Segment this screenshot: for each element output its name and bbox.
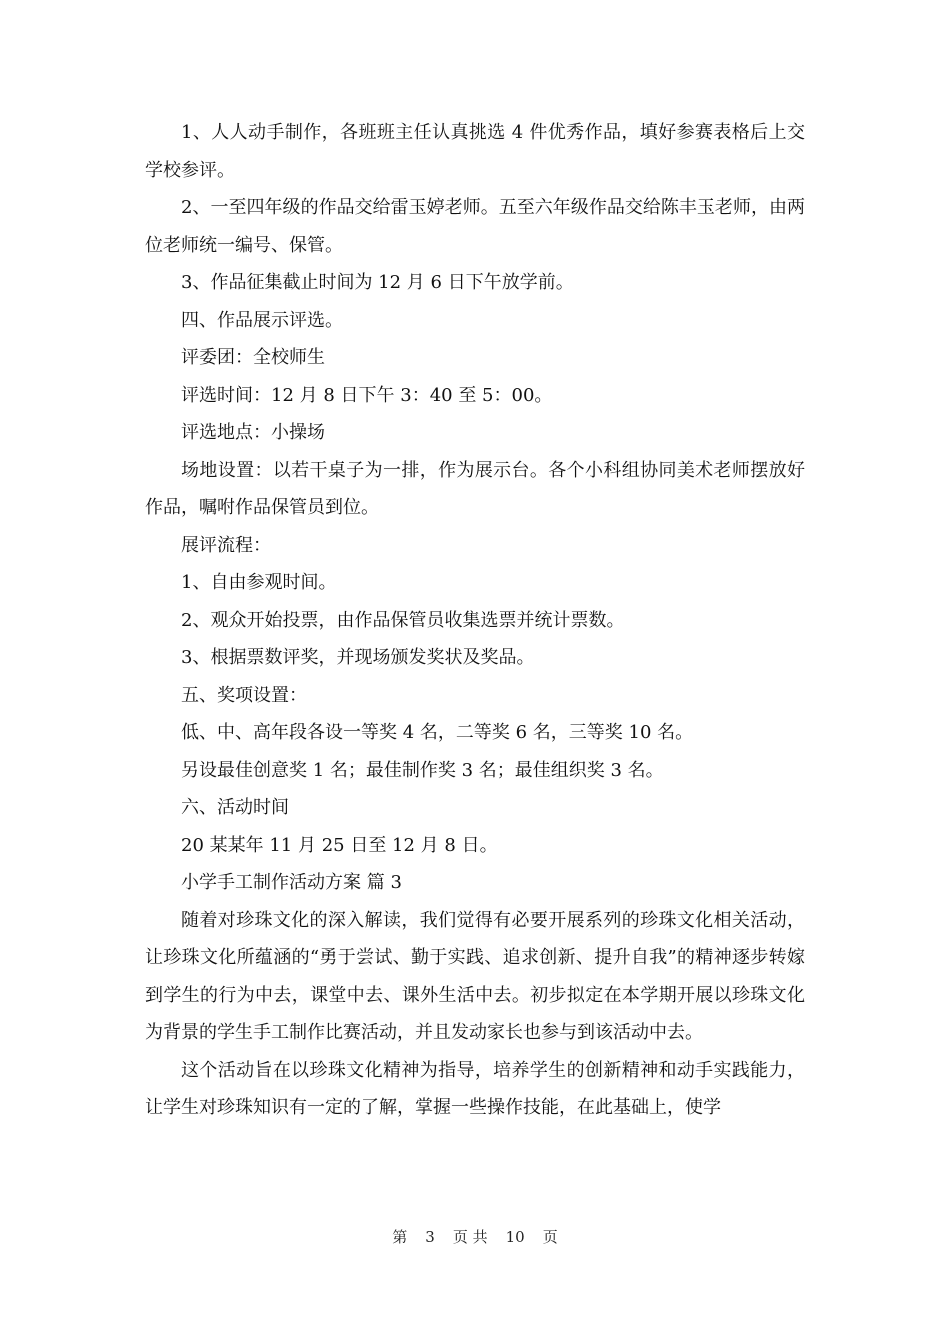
paragraph: 评选地点：小操场 [181,422,325,443]
paragraph: 另设最佳创意奖 1 名；最佳制作奖 3 名；最佳组织奖 3 名。 [181,759,664,781]
paragraph: 1、人人动手制作，各班班主任认真挑选 4 件优秀作品，填好参赛表格后上交学校参评。 [145,122,805,181]
paragraph: 场地设置：以若干桌子为一排，作为展示台。各个小科组协同美术老师摆放好作品，嘱咐作品保管员到位。 [145,459,805,518]
document-subtitle: 小学手工制作活动方案 篇 3 [181,872,402,893]
paragraph: 20 某某年 11 月 25 日至 12 月 8 日。 [181,834,498,856]
paragraph: 低、中、高年段各设一等奖 4 名，二等奖 6 名，三等奖 10 名。 [181,722,694,743]
section-heading: 四、作品展示评选。 [181,309,343,331]
paragraph: 随着对珍珠文化的深入解读，我们觉得有必要开展系列的珍珠文化相关活动，让珍珠文化所蕴涵的“勇于尝试、勤于实践、追求创新、提升自我”的精神逐步转嫁到学生的行为中去，课堂中去、课外生活中去。初步拟定在本学期开展以珍珠文化为背景的学生手工制作比赛活动，并且发动家长也参与到该活动中去。 [145,909,805,1043]
document-body [145,114,805,1127]
paragraph: 2、一至四年级的作品交给雷玉婷老师。五至六年级作品交给陈丰玉老师，由两位老师统一编号、保管。 [145,197,805,256]
paragraph: 评委团：全校师生 [181,347,325,368]
page-footer [0,1227,950,1247]
footer-total-pages: 10 [505,1228,525,1246]
footer-page-number: 3 [425,1228,435,1246]
paragraph: 1、自由参观时间。 [181,572,337,593]
paragraph: 这个活动旨在以珍珠文化精神为指导，培养学生的创新精神和动手实践能力，让学生对珍珠知识有一定的了解，掌握一些操作技能，在此基础上，使学 [145,1059,805,1118]
footer-di: 第 [392,1228,408,1246]
footer-ye-gong: 页 共 [452,1228,488,1246]
paragraph: 展评流程： [181,534,271,556]
paragraph: 评选时间：12 月 8 日下午 3：40 至 5：00。 [181,384,553,406]
footer-ye: 页 [542,1228,558,1246]
paragraph: 2、观众开始投票，由作品保管员收集选票并统计票数。 [181,609,625,631]
paragraph: 3、根据票数评奖，并现场颁发奖状及奖品。 [181,647,535,668]
section-heading: 六、活动时间 [181,797,289,818]
paragraph: 3、作品征集截止时间为 12 月 6 日下午放学前。 [181,272,574,293]
section-heading: 五、奖项设置： [181,684,307,706]
